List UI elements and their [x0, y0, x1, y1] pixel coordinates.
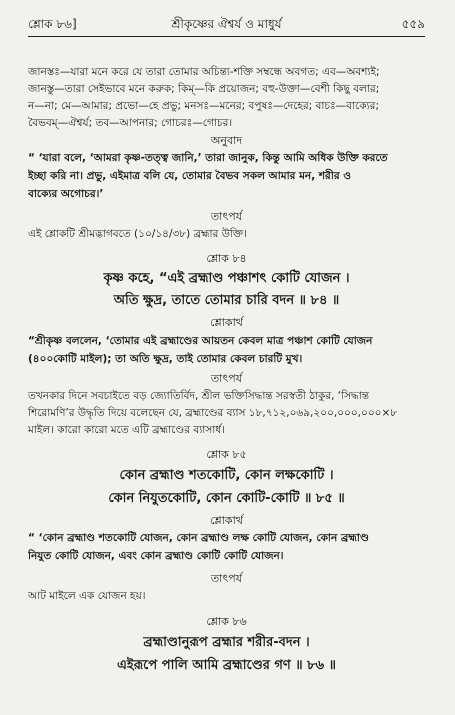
verse-line: অতি ক্ষুদ্র, তাতে তোমার চারি বদন ॥ ৮৪ ॥	[113, 293, 340, 308]
translation-line: ইচ্ছা করি না। প্রভু, এইমাত্র বলি যে, তোমার বৈভব সকল আমার মন, শরীর ও	[28, 170, 351, 182]
verse-number: শ্লোক ৮৬	[206, 615, 247, 628]
synonyms-line: জানস্তু—তারা সেইভাবে মনে করুক; কিম্—কি প্রয়োজন; বহু-উক্তা—বেশী কিছু বলার;	[28, 83, 380, 95]
translation-line: “শ্রীকৃষ্ণ বললেন, ‘তোমার এই ব্রহ্মাণ্ডের আয়তন কেবল মাত্র পঞ্চাশ কোটি যোজন	[28, 335, 373, 347]
header-page-number: ৫৫৯	[401, 17, 425, 31]
header-verse-ref: শ্লোক ৮৬]	[28, 17, 77, 31]
synonyms-line: ন—না; মে—আমার; প্রভো—হে প্রভু; মনসঃ—মনের; বপুষঃ—দেহের; বাচঃ—বাক্যের;	[28, 100, 379, 112]
section-heading-purport: তাৎপর্য	[210, 372, 243, 385]
synonyms-line: বৈভবম্—ঐশ্বর্য; তব—আপনার; গোচরঃ—গোচর।	[28, 117, 233, 129]
verse-number: শ্লোক ৮৫	[206, 448, 247, 461]
verse-line: কোন নিযুতকোটি, কোন কোটি-কোটি ॥ ৮৫ ॥	[108, 491, 345, 506]
section-heading-meaning: শ্লোকার্থ	[210, 514, 243, 527]
verse-line: এইরূপে পালি আমি ব্রহ্মাণ্ডের গণ ॥ ৮৬ ॥	[117, 658, 336, 673]
section-heading-purport: তাৎপর্য	[210, 572, 243, 585]
section-heading-translation: অনুবাদ	[210, 134, 243, 147]
purport-line: আট মাইলে এক যোজন হয়।	[28, 590, 146, 602]
translation-line: “ ‘কোন ব্রহ্মাণ্ড শতকোটি যোজন, কোন ব্রহ্মাণ্ড লক্ষ কোটি যোজন, কোন ব্রহ্মাণ্ড	[28, 532, 369, 544]
synonyms-line: জানস্তঃ—যারা মনে করে যে তারা তোমার অচিন্ত্য-শক্তি সম্বন্ধে অবগত; এব—অবশ্যই;	[28, 66, 380, 78]
purport-line: এই শ্লোকটি শ্রীমদ্ভাগবতে (১০/১৪/৩৮) ব্রহ্মার উক্তি।	[28, 228, 247, 240]
translation-line: নিযুত কোটি যোজন, এবং কোন ব্রহ্মাণ্ড কোটি কোটি যোজন।	[28, 550, 284, 562]
running-header	[28, 12, 425, 37]
verse-number: শ্লোক ৮৪	[206, 252, 247, 265]
translation-line: “ ‘যারা বলে, ‘আমরা কৃষ্ণ-তত্ত্ব জানি,’ তারা জানুক, কিন্তু আমি অধিক উক্তি করতে	[28, 152, 388, 164]
header-chapter-title: শ্রীকৃষ্ণের ঐশ্বর্য ও মাধুর্য	[171, 17, 282, 31]
translation-line: বাক্যের অগোচর।’	[28, 188, 104, 200]
verse-line: ব্রহ্মাণ্ডানুরূপ ব্রহ্মার শরীর-বদন ।	[143, 635, 310, 650]
purport-line: মাইল। কারো কারো মতে এটি ব্রহ্মাণ্ডের ব্যাসার্ধ।	[28, 424, 225, 436]
section-heading-purport: তাৎপর্য	[210, 210, 243, 223]
verse-line: কোন ব্রহ্মাণ্ড শতকোটি, কোন লক্ষকোটি ।	[119, 468, 334, 483]
purport-line: শিরোমণি’র উদ্ধৃতি দিয়ে বলেছেন যে, ব্রহ্মাণ্ডের ব্যাস ১৮,৭১২,০৬৯,২০০,০০০,০০০×৮	[28, 407, 398, 419]
translation-line: (৪০০কোটি মাইল); তা অতি ক্ষুদ্র, তাই তোমার কেবল চারটি মুখ।	[28, 353, 303, 365]
verse-line: কৃষ্ণ কহে, “এই ব্রহ্মাণ্ড পঞ্চাশৎ কোটি যোজন ।	[103, 271, 350, 286]
section-heading-meaning: শ্লোকার্থ	[210, 316, 243, 329]
purport-line: তখনকার দিনে সবচাইতে বড় জ্যোতির্বিদ, শ্রীল ভক্তিসিদ্ধান্ত সরস্বতী ঠাকুর, ‘সিদ্ধান্ত	[28, 390, 370, 402]
